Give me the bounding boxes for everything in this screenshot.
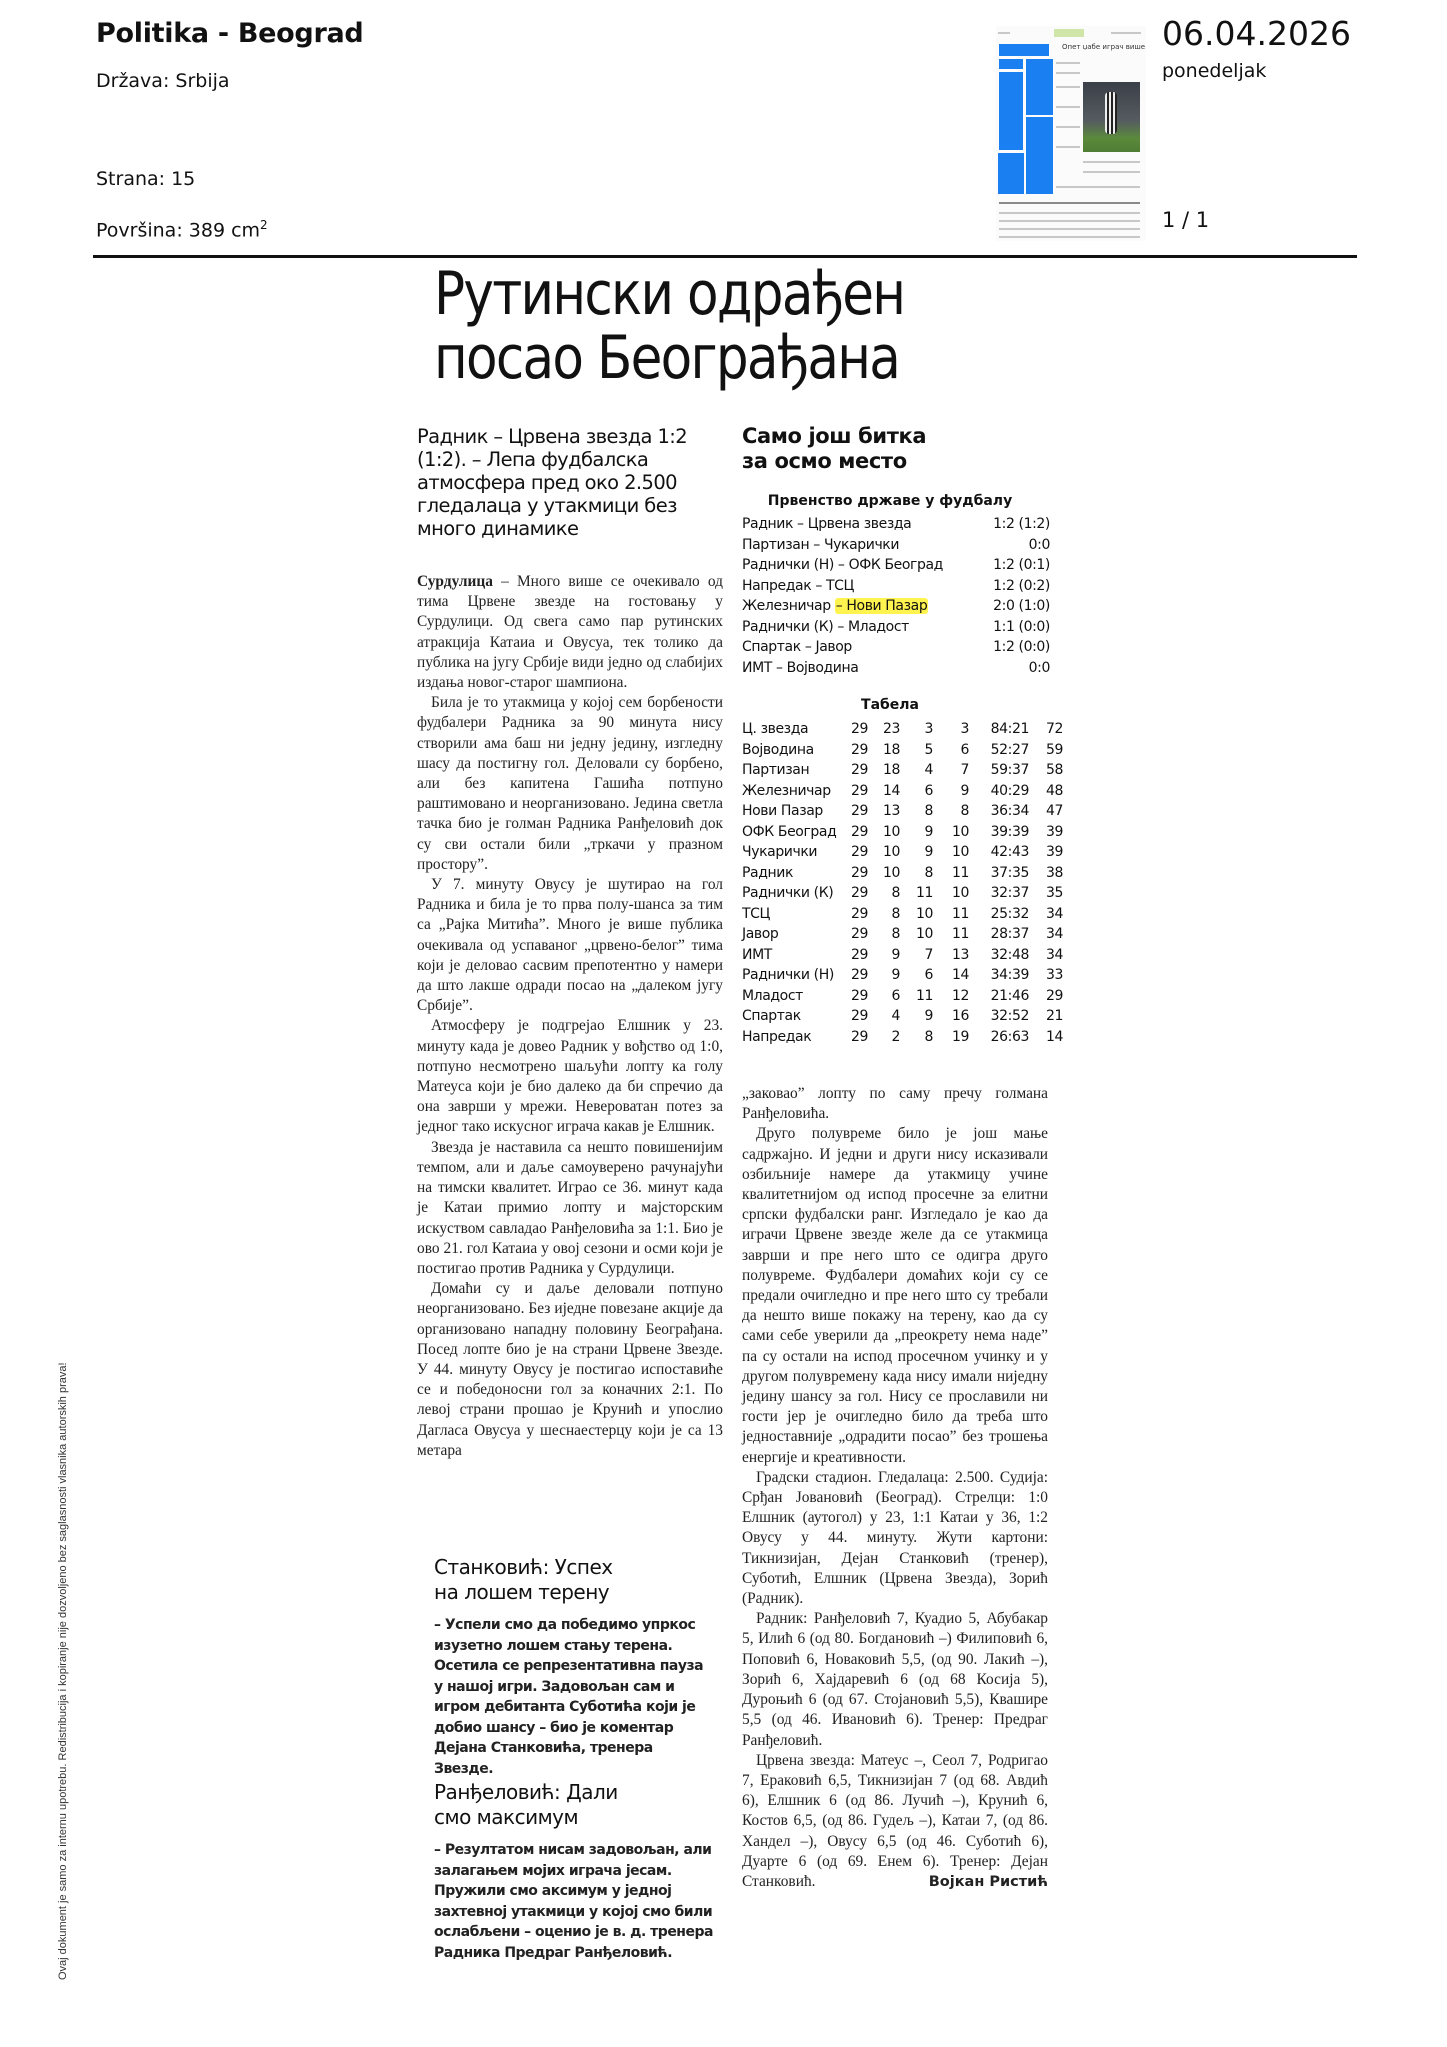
thumb-text — [1056, 72, 1080, 74]
draws: 8 — [924, 1028, 933, 1045]
paragraph: У 7. минуту Овусу је шутирао на гол Радника и била је то прва полу-шанса за тим са „Рајка Митића”. Много је више публика очекивала од успаваног „црвено-белог” тима који је деловао сасвим препотентно у намери да што лакше одради посао на „далеком југу Србије”. — [417, 876, 723, 1015]
standings-table — [742, 719, 1063, 1047]
standings-title: Табела — [861, 697, 919, 713]
thumb-text — [1056, 186, 1140, 188]
played: 29 — [850, 823, 868, 840]
copyright-watermark: Ovaj dokument je samo za internu upotrebu. Redistribucija i kopiranje nije dozvoljeno bez saglasnosti vlasnika autorskih prava! — [57, 1362, 69, 1980]
goal-difference: 52:27 — [990, 741, 1029, 758]
article-lead: Радник – Црвена звезда 1:2 (1:2). – Лепа фудбалска атмосфера пред око 2.500 гледалаца у утакмици без много динамике — [417, 425, 688, 540]
thumb-rule — [1111, 32, 1141, 34]
points: 72 — [1045, 721, 1063, 737]
losses: 10 — [951, 823, 969, 840]
result-row — [742, 617, 1050, 638]
standings-row — [742, 945, 1063, 966]
draws: 9 — [924, 844, 933, 860]
wins: 10 — [882, 844, 900, 860]
thumb-text — [1056, 62, 1080, 64]
losses: 19 — [951, 1028, 969, 1045]
area-unit-superscript: 2 — [260, 218, 268, 232]
publication-weekday: ponedeljak — [1162, 60, 1267, 82]
thumb-text — [1083, 171, 1140, 173]
losses: 11 — [951, 905, 969, 922]
draws: 11 — [915, 987, 933, 1004]
draws: 11 — [915, 885, 933, 901]
played: 29 — [850, 721, 868, 737]
points: 14 — [1045, 1028, 1063, 1045]
goal-difference: 26:63 — [990, 1028, 1029, 1045]
goal-difference: 36:34 — [990, 803, 1029, 819]
team-name: ТСЦ — [742, 905, 770, 922]
draws: 10 — [915, 926, 933, 942]
match-teams: Напредак – ТСЦ — [742, 577, 854, 594]
publication-name: Politika - Beograd — [96, 18, 364, 49]
result-row — [742, 596, 1050, 617]
thumb-highlight-block — [1026, 59, 1053, 115]
played: 29 — [850, 946, 868, 963]
draws: 5 — [924, 741, 933, 758]
byline: Војкан Ристић — [928, 1873, 1048, 1890]
team-name: Ц. звезда — [742, 721, 809, 737]
played: 29 — [850, 885, 868, 901]
results-list — [742, 514, 1050, 678]
goal-difference: 39:39 — [990, 823, 1029, 840]
paragraph: Градски стадион. Гледалаца: 2.500. Судија: Срђан Јовановић (Београд). Стрелци: 1:0 Елшник (аутогол) у 23, 1:1 Катаи у 36, 1:2 Овусу у 44. минуту. Жути картони: Тикнизијан, Дејан Станковић (тренер), Суботић, Елшник (Црвена Звезда), Зорић (Радник). — [742, 1468, 1048, 1608]
wins: 9 — [891, 967, 900, 983]
played: 29 — [850, 782, 868, 799]
goal-difference: 37:35 — [990, 864, 1029, 881]
paragraph: Домаћи су и даље деловали потпуно неорганизовано. Без иједне повезане акције да организовано нападну половину Београђана. Посед лопте био је на страни Црвене Звезде. У 44. минуту Овусу је постигао испоставиће се и победоносни гол за коначних 2:1. По левој страни прошао је Крунић и упослио Дагласа Овусуа у шеснаестерцу који је са 13 метара — [417, 1280, 723, 1459]
result-row — [742, 576, 1050, 597]
draws: 8 — [924, 803, 933, 819]
points: 38 — [1045, 864, 1063, 881]
goal-difference: 59:37 — [990, 762, 1029, 778]
standings-row — [742, 1027, 1063, 1048]
quote-title-stankovic: Станковић: Успех на лошем терену — [434, 1555, 613, 1604]
points: 47 — [1045, 803, 1063, 819]
result-row — [742, 658, 1050, 679]
quote-title-randjelovic: Ранђеловић: Дали смо максимум — [434, 1780, 618, 1829]
draws: 6 — [924, 967, 933, 983]
played: 29 — [850, 762, 868, 778]
wins: 18 — [882, 741, 900, 758]
points: 21 — [1045, 1008, 1063, 1024]
standings-row — [742, 883, 1063, 904]
area-label — [96, 218, 268, 241]
paragraph: Атмосферу је подгрејао Елшник у 23. минуту када је довео Радник у вођство од 1:0, потпуно несмотрено шаљући лопту ка голу Матеуса који је био далеко да би спречио да она заврши у мрежи. Невероватан потез за једног тако искусног играча какав је Елшник. — [417, 1017, 723, 1136]
wins: 13 — [882, 803, 900, 819]
thumb-photo — [1083, 82, 1140, 152]
team-name: Спартак — [742, 1008, 801, 1024]
thumb-text — [999, 236, 1140, 238]
match-score: 1:2 (0:1) — [993, 557, 1050, 573]
team-name: ИМТ — [742, 946, 772, 963]
goal-difference: 42:43 — [990, 844, 1029, 860]
highlighted-team: – Нови Пазар — [835, 598, 928, 614]
result-row — [742, 555, 1050, 576]
thumb-text — [1083, 161, 1140, 163]
losses: 11 — [951, 926, 969, 942]
match-score: 1:2 (0:2) — [993, 577, 1050, 594]
goal-difference: 40:29 — [990, 782, 1029, 799]
article-body-right — [742, 1084, 1048, 1892]
points: 34 — [1045, 926, 1063, 942]
match-teams: Железничар – Нови Пазар — [742, 598, 928, 614]
points: 33 — [1045, 967, 1063, 983]
draws: 9 — [924, 823, 933, 840]
team-name: Нови Пазар — [742, 803, 823, 819]
team-name: Партизан — [742, 762, 810, 778]
publication-date: 06.04.2026 — [1162, 14, 1351, 53]
match-teams: Спартак – Јавор — [742, 639, 852, 655]
standings-row — [742, 924, 1063, 945]
played: 29 — [850, 844, 868, 860]
played: 29 — [850, 1008, 868, 1024]
standings-row — [742, 965, 1063, 986]
team-name: Железничар — [742, 782, 831, 799]
paragraph: Била је то утакмица у којој сем борбености фудбалери Радника за 90 минута нису створили ама баш ни једну једину, изгледну шасу да постигну гол. Деловали су борбено, али без капитена Гашића потпуно раштимовано и неорганизовано. Једина светла тачка био је голман Радника Ранђеловић док су сви остали били „тркачи у празном простору”. — [417, 694, 723, 873]
thumb-highlight-block — [999, 44, 1049, 56]
result-row — [742, 535, 1050, 556]
standings-row — [742, 1006, 1063, 1027]
wins: 8 — [891, 905, 900, 922]
played: 29 — [850, 905, 868, 922]
losses: 9 — [960, 782, 969, 799]
played: 29 — [850, 987, 868, 1004]
goal-difference: 25:32 — [990, 905, 1029, 922]
losses: 13 — [951, 946, 969, 963]
losses: 3 — [960, 721, 969, 737]
thumb-text — [999, 228, 1140, 230]
match-score: 1:1 (0:0) — [993, 618, 1050, 635]
goal-difference: 32:48 — [990, 946, 1029, 963]
thumb-highlight-block — [998, 153, 1024, 194]
article-headline — [434, 259, 967, 393]
wins: 2 — [891, 1028, 900, 1045]
team-name: Раднички (Н) — [742, 967, 834, 983]
wins: 10 — [882, 864, 900, 881]
draws: 6 — [924, 782, 933, 799]
thumb-highlight-block — [999, 59, 1023, 69]
points: 39 — [1045, 823, 1063, 840]
standings-row — [742, 760, 1063, 781]
losses: 6 — [960, 741, 969, 758]
standings-row — [742, 801, 1063, 822]
wins: 8 — [891, 885, 900, 901]
draws: 4 — [924, 762, 933, 778]
team-name: Раднички (К) — [742, 885, 834, 901]
losses: 11 — [951, 864, 969, 881]
match-teams: Радник – Црвена звезда — [742, 516, 912, 532]
wins: 14 — [882, 782, 900, 799]
standings-row — [742, 719, 1063, 740]
team-name: Радник — [742, 864, 794, 881]
goal-difference: 32:37 — [990, 885, 1029, 901]
losses: 10 — [951, 844, 969, 860]
thumb-highlight-block — [999, 72, 1023, 150]
played: 29 — [850, 741, 868, 758]
match-teams: ИМТ – Војводина — [742, 659, 859, 676]
match-teams: Раднички (К) – Младост — [742, 618, 909, 635]
points: 48 — [1045, 782, 1063, 799]
dateline: Сурдулица — [417, 573, 493, 590]
wins: 4 — [891, 1008, 900, 1024]
draws: 8 — [924, 864, 933, 881]
goal-difference: 84:21 — [990, 721, 1029, 737]
wins: 10 — [882, 823, 900, 840]
wins: 6 — [891, 987, 900, 1004]
team-name: ОФК Београд — [742, 823, 837, 840]
header-divider — [93, 255, 1357, 258]
played: 29 — [850, 926, 868, 942]
quote-text-stankovic: – Успели смо да победимо упркос изузетно лошем стању терена. Осетила се репрезентативна пауза у нашој игри. Задовољан сам и игром дебитанта Суботића који је добио шансу – био је коментар Дејана Станковића, тренера Звезде. — [434, 1617, 704, 1777]
played: 29 — [850, 967, 868, 983]
thumb-text — [999, 220, 1140, 222]
points: 34 — [1045, 946, 1063, 963]
match-teams: Партизан – Чукарички — [742, 536, 900, 553]
wins: 9 — [891, 946, 900, 963]
match-score: 1:2 (0:0) — [993, 639, 1050, 655]
standings-row — [742, 822, 1063, 843]
played: 29 — [850, 864, 868, 881]
page-label: Strana: 15 — [96, 168, 196, 190]
wins: 23 — [882, 721, 900, 737]
draws: 10 — [915, 905, 933, 922]
draws: 3 — [924, 721, 933, 737]
played: 29 — [850, 1028, 868, 1045]
wins: 8 — [891, 926, 900, 942]
match-score: 0:0 — [1028, 536, 1050, 553]
result-row — [742, 637, 1050, 658]
team-name: Војводина — [742, 741, 814, 758]
result-row — [742, 514, 1050, 535]
thumb-highlight-block — [1026, 117, 1053, 194]
goal-difference: 32:52 — [990, 1008, 1029, 1024]
standings-row — [742, 842, 1063, 863]
country-label: Država: Srbija — [96, 70, 230, 92]
match-score: 2:0 (1:0) — [993, 598, 1050, 614]
wins: 18 — [882, 762, 900, 778]
thumb-headline: Опет џабе играч више — [1062, 43, 1146, 51]
paragraph: Звезда је наставила са нешто повишенијим темпом, али и даље самоуверено рачунајући на тимски квалитет. Играо се 36. минут када је Катаи примио лопту и мајсторским искуством савладао Ранђеловића за 1:1. Био је ово 21. гол Катаиа у овој сезони и осми који је постигао против Радника у Сурдулици. — [417, 1138, 723, 1277]
standings-row — [742, 740, 1063, 761]
draws: 7 — [924, 946, 933, 963]
losses: 12 — [951, 987, 969, 1004]
losses: 10 — [951, 885, 969, 901]
team-name: Младост — [742, 987, 803, 1004]
quote-text-randjelovic: – Резултатом нисам задовољан, али залагањем мојих играча јесам. Пружили смо аксимум у једној захтевној утакмици у којој смо били ослабљени – оценио је в. д. тренера Радника Предраг Ранђеловић. — [434, 1842, 713, 1961]
standings-row — [742, 904, 1063, 925]
paragraph: Друго полувреме било је још мање садржајно. И једни и други нису исказивали озбиљније намере да утакмицу учине квалитетнијом од испод просечне за елитни српски фудбалски ранг. Изгледало је као да играчи Црвене звезде желе да се утакмица заврши и пре него што се одигра друго полувреме. Фудбалери домаћих који су се предали очигледно и пре него што су требали да нешто више покажу на терену, као да су сами себе уверили да „преокрету нема наде” па су остали на испод просечном учинку и у другом полувремену када нису имали ниједну једину шансу за гол. Нису се прославили ни гости јер је очигледно било да треба што једноставније „одрадити посао” без трошења енергије и креативности. — [742, 1125, 1048, 1466]
points: 58 — [1045, 762, 1063, 778]
standings-row — [742, 781, 1063, 802]
losses: 16 — [951, 1008, 969, 1024]
losses: 14 — [951, 967, 969, 983]
sidebar-title: Само још битка за осмо место — [742, 424, 927, 473]
goal-difference: 34:39 — [990, 967, 1029, 983]
team-name: Јавор — [742, 926, 779, 942]
thumb-rule — [998, 32, 1010, 34]
draws: 9 — [924, 1008, 933, 1024]
points: 34 — [1045, 905, 1063, 922]
played: 29 — [850, 803, 868, 819]
paragraph: „заковао” лопту по саму пречу голмана Ранђеловића. — [742, 1085, 1048, 1123]
area-value: Površina: 389 cm — [96, 219, 261, 242]
thumb-text — [999, 202, 1140, 204]
thumb-text — [1056, 146, 1080, 148]
goal-difference: 28:37 — [990, 926, 1029, 942]
paragraph: Радник: Ранђеловић 7, Куадио 5, Абубакар 5, Илић 6 (од 80. Богдановић –) Филиповић 6, Поповић 6, Новаковић 5,5, (од 90. Лакић –), Зорић 6, Хајдаревић 6 (од 68 Косија 5), Дуроњић 6 (од 67. Стојановић 5,5), Квашире 5,5 (од 46. Ивановић 6). Тренер: Предраг Ранђеловић. — [742, 1610, 1048, 1749]
points: 29 — [1045, 987, 1063, 1004]
standings-row — [742, 863, 1063, 884]
match-score: 0:0 — [1028, 659, 1050, 676]
standings-row — [742, 986, 1063, 1007]
paragraph: Црвена звезда: Матеус –, Сеол 7, Родригао 7, Ераковић 6,5, Тикнизијан 7 (од 68. Авдић 6), Елшник 6 (од 86. Лучић –), Крунић 6, Костов 6,5, (од 86. Гудељ –), Катаи 7, (од 86. Хандел –), Овусу 6,5 (од 46. Суботић 6), Дуарте 6 (од 69. Енем 6). Тренер: Дејан Станковић. Војкан Ристић — [742, 1751, 1048, 1892]
headline-line-2: посао Београђана — [434, 323, 900, 393]
match-teams: Раднички (Н) – ОФК Београд — [742, 557, 943, 573]
thumb-section-tag — [1054, 29, 1084, 37]
points: 39 — [1045, 844, 1063, 860]
thumb-text — [1056, 86, 1080, 88]
paragraph: Сурдулица – Много више се очекивало од тима Црвене звезде на гостовању у Сурдулици. Од свега само пар рутинских атракција Катаиа и Овусуа, тек толико да публика на југу Србије види једно од слабијих издања новог-старог шампиона. — [417, 573, 723, 692]
losses: 7 — [960, 762, 969, 778]
team-name: Напредак — [742, 1028, 812, 1045]
thumb-text — [1056, 106, 1080, 108]
thumb-text — [1056, 126, 1080, 128]
results-title: Првенство државе у фудбалу — [767, 493, 1013, 509]
points: 59 — [1045, 741, 1063, 758]
losses: 8 — [960, 803, 969, 819]
thumb-text — [999, 212, 1140, 214]
points: 35 — [1045, 885, 1063, 901]
goal-difference: 21:46 — [990, 987, 1029, 1004]
page-thumbnail[interactable] — [996, 26, 1146, 241]
article-body-left — [417, 572, 723, 1461]
match-score: 1:2 (1:2) — [993, 516, 1050, 532]
headline-line-1: Рутински одрађен — [434, 259, 905, 329]
team-name: Чукарички — [742, 844, 818, 860]
page-counter: 1 / 1 — [1162, 208, 1210, 232]
